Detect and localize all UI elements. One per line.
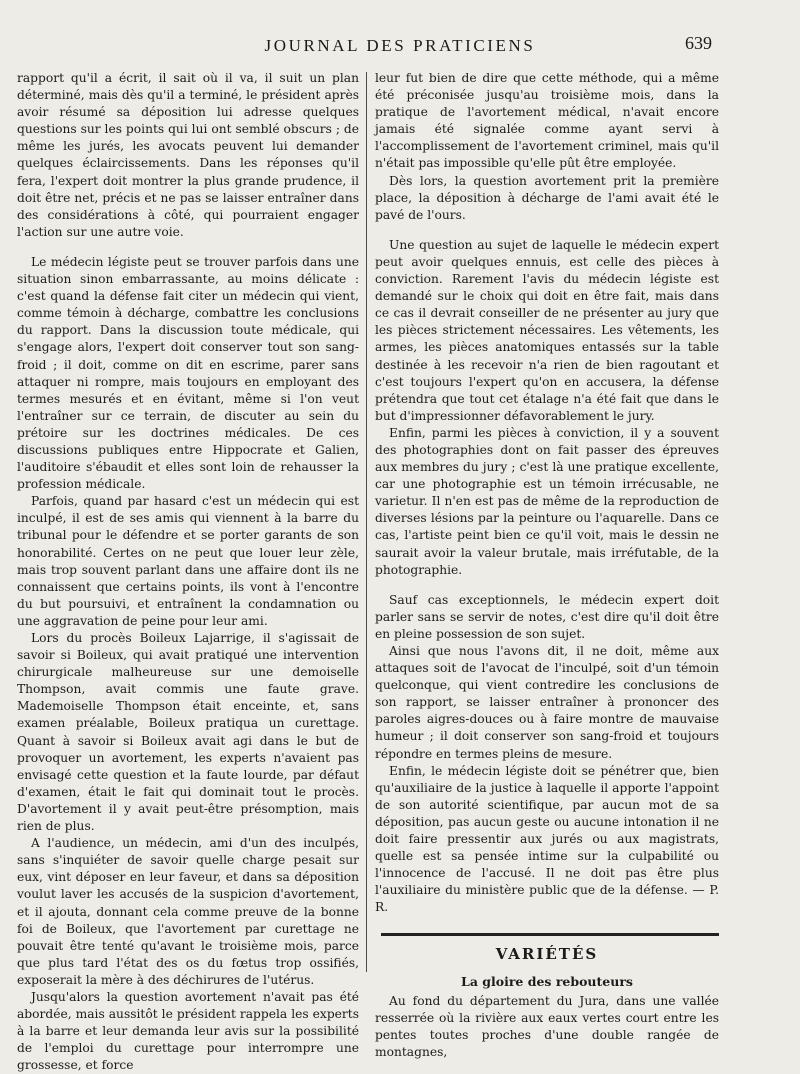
paragraph: Ainsi que nous l'avons dit, il ne doit, même aux attaques soit de l'avocat de l'inculpé, soit d'un témoin quelconque, qui vient contredire les conclusions de son rapport, se laisser entraîner à prononcer des paroles aigres-douces ou à faire montre de mauvaise humeur ; il doit conserver son sang-froid et toujours répondre en termes pleins de mesure.: [375, 644, 719, 761]
paragraph: Au fond du département du Jura, dans une vallée resserrée où la rivière aux eaux vertes court entre les pentes toutes proches d'une double rangée de montagnes,: [375, 993, 719, 1059]
right-column: [375, 70, 719, 1061]
paragraph: rapport qu'il a écrit, il sait où il va, il suit un plan déterminé, mais dès qu'il a terminé, le président après avoir résumé sa déposition lui adresse quelques questions sur les points qui lui ont semblé obscurs ; de même les jurés, les avocats peuvent lui demander quelques éclaircissements. Dans les réponses qu'il fera, l'expert doit montrer la plus grande prudence, il doit être net, précis et ne pas se laisser entraîner dans des considérations à côté, qui pourraient engager l'action sur une autre voie.: [17, 71, 359, 239]
running-title: JOURNAL DES PRATICIENS: [264, 36, 536, 55]
paragraph: Lors du procès Boileux Lajarrige, il s'agissait de savoir si Boileux, qui avait pratiqué une intervention chirurgicale malheureuse sur une demoiselle Thompson, avait commis une faute grave. Mademoiselle Thompson était enceinte, et, sans examen préalable, Boileux pratiqua un curettage. Quant à savoir si Boileux avait agi dans le but de provoquer un avortement, les experts n'avaient pas envisagé cette question et la faute lourde, par défaut d'examen, était le fait qui dominait tout le procès. D'avortement il y avait peut-être présomption, mais rien de plus.: [17, 631, 359, 834]
paragraph: Enfin, parmi les pièces à conviction, il y a souvent des photographies dont on fait passer des épreuves aux membres du jury ; c'est là une pratique excellente, car une photographie est un témoin irrécusable, ne varietur. Il n'en est pas de même de la reproduction de diverses lésions par la peinture ou l'aquarelle. Dans ce cas, l'artiste peint bien ce qu'il voit, mais le dessin ne saurait avoir la valeur brutale, mais irréfutable, de la photographie.: [375, 425, 719, 577]
page-number: 639: [685, 33, 712, 53]
paragraph: Parfois, quand par hasard c'est un médecin qui est inculpé, il est de ses amis qui viennent à la barre du tribunal pour le défendre et se porter garants de son honorabilité. Certes on ne peut que louer leur zèle, mais trop souvent parlant dans une affaire dont ils ne connaissent que certains points, ils vont à l'encontre du but poursuivi, et entraînent la condamnation ou une aggravation de peine pour leur ami.: [17, 494, 359, 628]
section-rule: [381, 933, 719, 936]
paragraph: Dès lors, la question avortement prit la première place, la déposition à décharge de l'ami avait été le pavé de l'ours.: [375, 173, 719, 222]
article-title: La gloire des rebouteurs: [461, 973, 633, 989]
section-title: VARIÉTÉS: [495, 944, 599, 963]
column-divider: [366, 72, 367, 972]
paragraph: A l'audience, un médecin, ami d'un des inculpés, sans s'inquiéter de savoir quelle charge pesait sur eux, vint déposer en leur faveur, et dans sa déposition voulut laver les accusés de la suspicion d'avortement, et il ajouta, donnant cela comme preuve de la bonne foi de Boileux, que l'avortement par curettage ne pouvait être tenté qu'avant le troisième mois, parce que plus tard l'état des os du fœtus trop ossifiés, exposerait la mère à des déchirures de l'utérus.: [17, 836, 359, 987]
paragraph: Sauf cas exceptionnels, le médecin expert doit parler sans se servir de notes, c'est dire qu'il doit être en pleine possession de son sujet.: [375, 592, 719, 641]
left-column: [17, 70, 359, 1074]
paragraph: Le médecin légiste peut se trouver parfois dans une situation sinon embarrassante, au moins délicate : c'est quand la défense fait citer un médecin qui vient, comme témoin à décharge, combattre les conclusions du rapport. Dans la discussion toute médicale, qui s'engage alors, l'expert doit conserver tout son sang-froid ; il doit, comme on dit en escrime, parer sans attaquer ni rompre, mais toujours en employant des termes mesurés et en évitant, même si l'on veut l'entraîner sur ce terrain, de discuter au sein du prétoire sur les doctrines médicales. De ces discussions publiques entre Hippocrate et Galien, l'auditoire s'ébaudit et elles sont loin de rehausser la profession médicale.: [17, 254, 359, 492]
paragraph: Une question au sujet de laquelle le médecin expert peut avoir quelques ennuis, est celle des pièces à conviction. Rarement l'avis du médecin légiste est demandé sur le choix qui doit en être fait, mais dans ce cas il devrait conseiller de ne présenter au jury que les pièces strictement nécessaires. Les vêtements, les armes, les pièces anatomiques entassés sur la table destinée à les recevoir n'a rien de bien ragoutant et c'est toujours l'expert qu'on en accusera, la défense prétendra que tout cet étalage n'a été fait que dans le but d'impressionner défavorablement le jury.: [375, 237, 719, 423]
paragraph: leur fut bien de dire que cette méthode, qui a même été préconisée jusqu'au troisième mois, dans la pratique de l'avortement médical, n'avait encore jamais été signalée comme ayant servi à l'accomplissement de l'avortement criminel, mais qu'il n'était pas impossible qu'elle pût être employée.: [375, 71, 719, 171]
page-header: [0, 0, 800, 62]
paragraph: Jusqu'alors la question avortement n'avait pas été abordée, mais aussitôt le président rappela les experts à la barre et leur demanda leur avis sur la possibilité de l'emploi du curettage pour interrompre une grossesse, et force: [17, 989, 359, 1073]
paragraph: Enfin, le médecin légiste doit se pénétrer que, bien qu'auxiliaire de la justice à laquelle il apporte l'appoint de son autorité scientifique, par aucun mot de sa déposition, pas aucun geste ou aucune intonation il ne doit faire pressentir aux jurés ou aux magistrats, quelle est sa pensée intime sur la culpabilité ou l'innocence de l'accusé. Il ne doit pas être plus l'auxiliaire du ministère public que de la défense. — P. R.: [375, 763, 719, 915]
